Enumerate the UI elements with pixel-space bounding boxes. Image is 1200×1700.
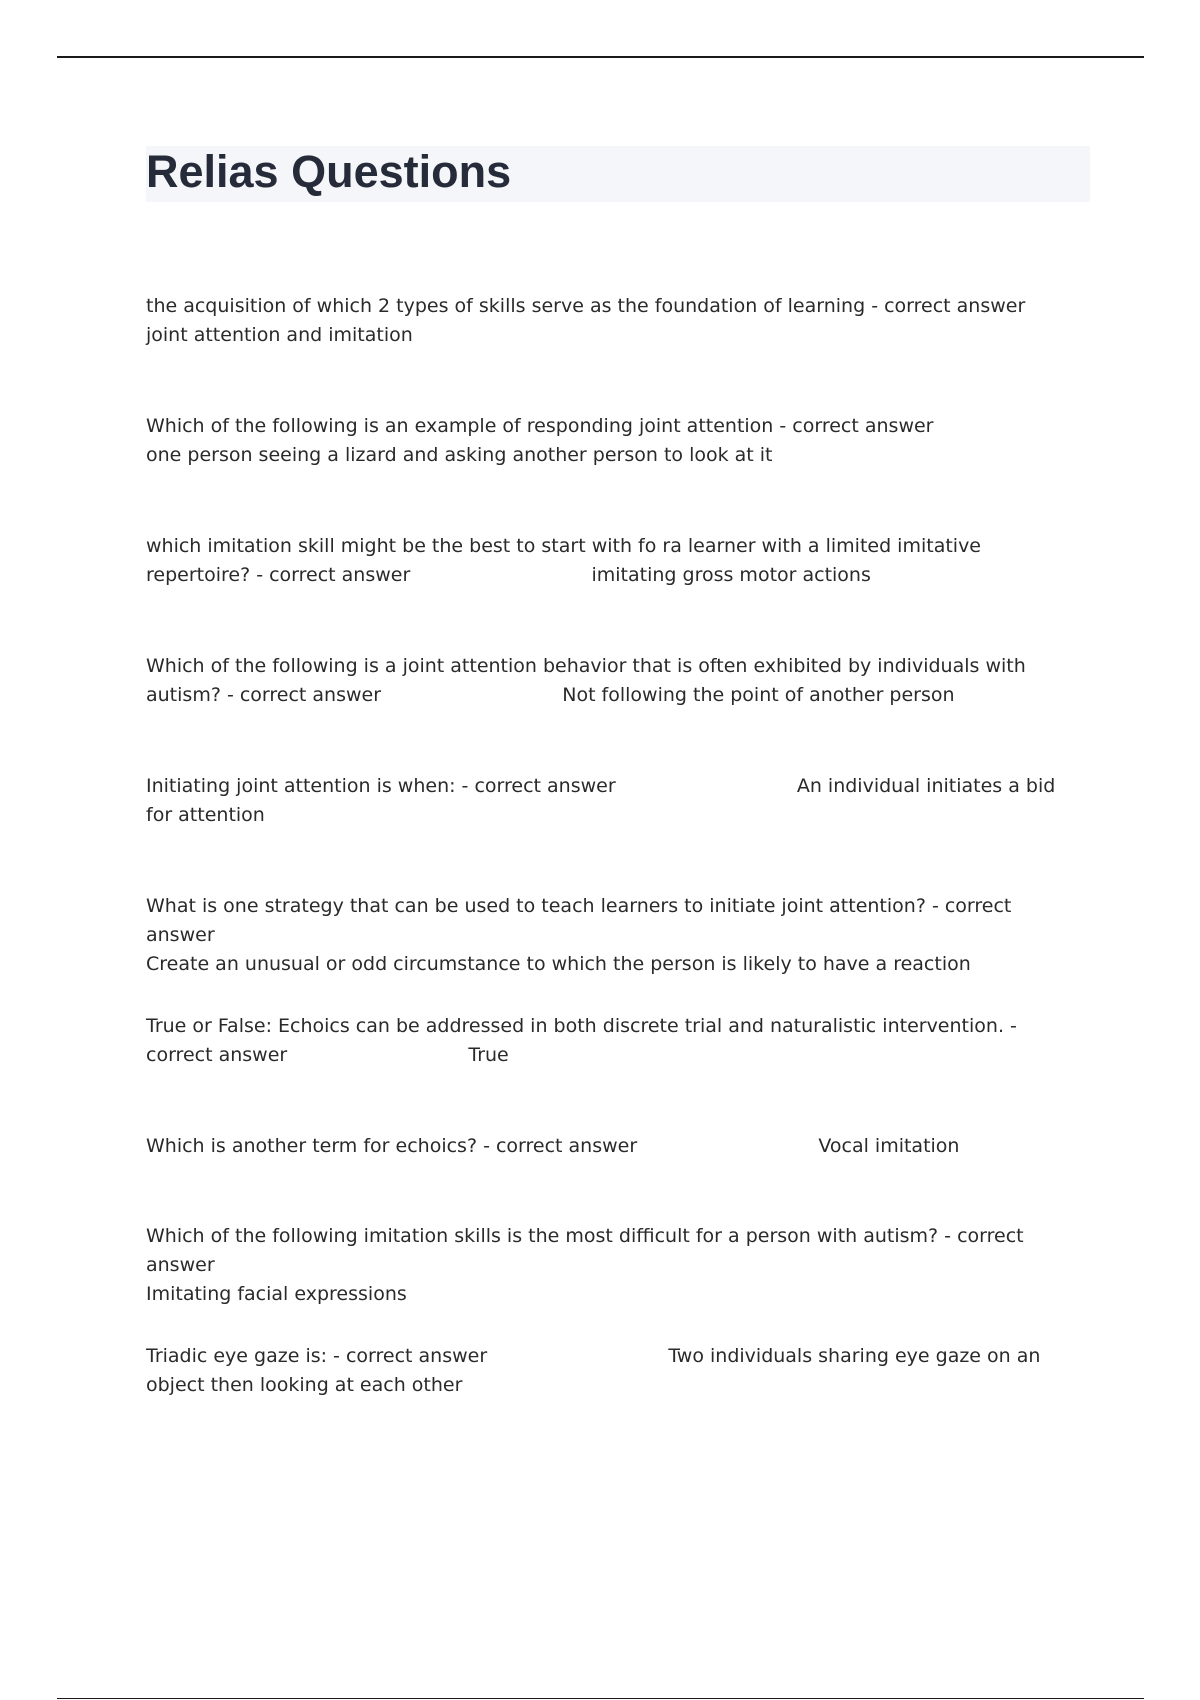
answer-gap-5 <box>616 775 797 797</box>
question-9: Which of the following imitation skills is the most difficult for a person with autism? - correct answer <box>146 1225 1030 1276</box>
top-rule <box>57 56 1144 58</box>
page-title: Relias Questions <box>146 146 512 197</box>
answer-gap-7 <box>287 1044 468 1066</box>
qa-item-1 <box>146 292 1076 350</box>
bottom-rule <box>57 1698 1144 1699</box>
question-3: which imitation skill might be the best to start with fo ra learner with a limited imitative repertoire? - correct answer <box>146 535 988 586</box>
answer-7: True <box>468 1044 509 1066</box>
qa-item-4 <box>146 652 1076 710</box>
question-7: True or False: Echoics can be addressed in both discrete trial and naturalistic intervention. - correct answer <box>146 1015 1023 1066</box>
answer-9: Imitating facial expressions <box>146 1283 407 1305</box>
qa-item-10 <box>146 1342 1076 1400</box>
answer-3: imitating gross motor actions <box>591 564 871 586</box>
qa-item-2 <box>146 412 1076 470</box>
qa-item-6 <box>146 892 1076 979</box>
question-6: What is one strategy that can be used to teach learners to initiate joint attention? - correct answer <box>146 895 1018 946</box>
qa-item-9 <box>146 1222 1076 1309</box>
qa-item-5 <box>146 772 1076 830</box>
answer-gap-10 <box>487 1345 668 1367</box>
question-5: Initiating joint attention is when: - correct answer <box>146 775 616 797</box>
answer-10: Two individuals sharing eye gaze on an object then looking at each other <box>146 1345 1047 1396</box>
question-8: Which is another term for echoics? - correct answer <box>146 1135 638 1157</box>
qa-item-8 <box>146 1132 1076 1161</box>
question-1: the acquisition of which 2 types of skills serve as the foundation of learning - correct answer <box>146 295 1026 317</box>
answer-8: Vocal imitation <box>818 1135 960 1157</box>
question-4: Which of the following is a joint attention behavior that is often exhibited by individuals with autism? - correct answer <box>146 655 1032 706</box>
answer-4: Not following the point of another person <box>562 684 955 706</box>
answer-gap-4 <box>381 684 562 706</box>
answer-gap-8 <box>637 1135 818 1157</box>
question-10: Triadic eye gaze is: - correct answer <box>146 1345 488 1367</box>
answer-2: one person seeing a lizard and asking another person to look at it <box>146 444 773 466</box>
answer-5: An individual initiates a bid for attention <box>146 775 1062 826</box>
answer-gap-3 <box>410 564 591 586</box>
qa-item-3 <box>146 532 1076 590</box>
qa-item-7 <box>146 1012 1076 1070</box>
answer-6: Create an unusual or odd circumstance to which the person is likely to have a reaction <box>146 953 971 975</box>
answer-1: joint attention and imitation <box>146 324 413 346</box>
question-2: Which of the following is an example of responding joint attention - correct answer <box>146 415 934 437</box>
